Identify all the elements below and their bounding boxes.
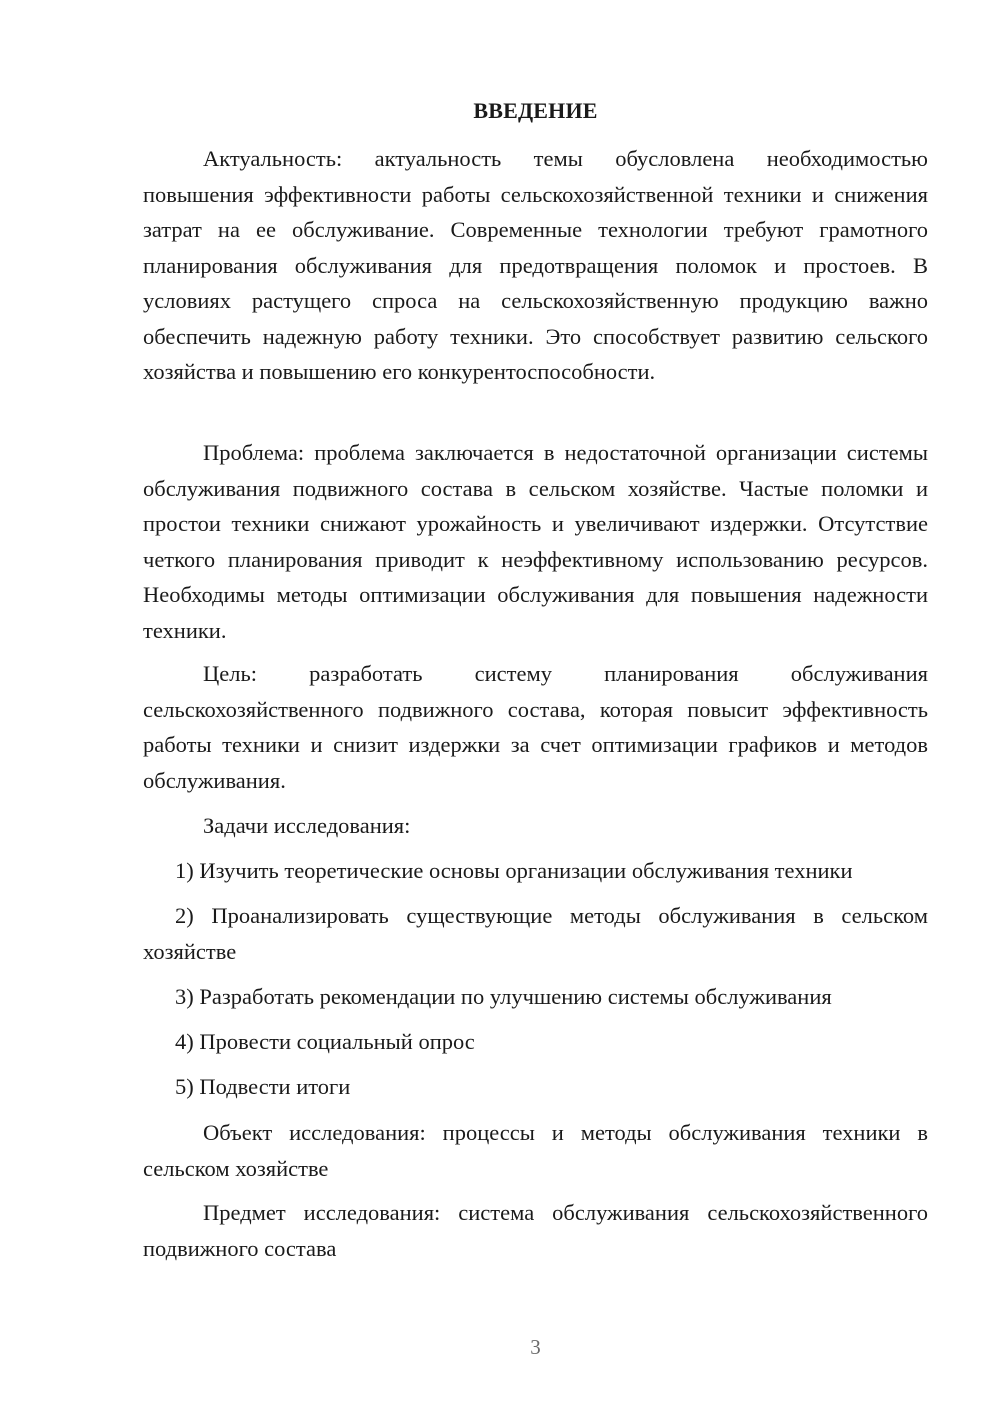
task-item-5: 5) Подвести итоги: [175, 1074, 351, 1099]
document-page: [143, 0, 928, 1414]
task-item-3: 3) Разработать рекомендации по улучшению системы обслуживания: [175, 984, 832, 1009]
paragraph-subject: Предмет исследования: система обслуживания сельскохозяйственного подвижного состава: [143, 1200, 928, 1261]
paragraph-problem: Проблема: проблема заключается в недостаточной организации системы обслуживания подвижного состава в сельском хозяйстве. Частые поломки и простои техники снижают урожайность и увеличивают издержки. Отсутствие четкого планирования приводит к неэффективному использованию ресурсов. Необходимы методы оптимизации обслуживания для повышения надежности техники.: [143, 440, 928, 643]
paragraph-relevance: Актуальность: актуальность темы обусловлена необходимостью повышения эффективности работы сельскохозяйственной техники и снижения затрат на ее обслуживание. Современные технологии требуют грамотного планирования обслуживания для предотвращения поломок и простоев. В условиях растущего спроса на сельскохозяйственную продукцию важно обеспечить надежную работу техники. Это способствует развитию сельского хозяйства и повышению его конкурентоспособности.: [143, 146, 928, 384]
paragraph-goal: Цель: разработать систему планирования обслуживания сельскохозяйственного подвижного состава, которая повысит эффективность работы техники и снизит издержки за счет оптимизации графиков и методов обслуживания.: [143, 661, 928, 793]
paragraph-object: Объект исследования: процессы и методы обслуживания техники в сельском хозяйстве: [143, 1120, 928, 1181]
task-item-2: 2) Проанализировать существующие методы обслуживания в сельском хозяйстве: [143, 903, 928, 964]
page-number: 3: [530, 1335, 541, 1359]
section-heading: ВВЕДЕНИЕ: [473, 98, 598, 123]
task-item-1: 1) Изучить теоретические основы организации обслуживания техники: [175, 858, 853, 883]
paragraph-tasks-intro: Задачи исследования:: [203, 813, 411, 838]
task-item-4: 4) Провести социальный опрос: [175, 1029, 475, 1054]
